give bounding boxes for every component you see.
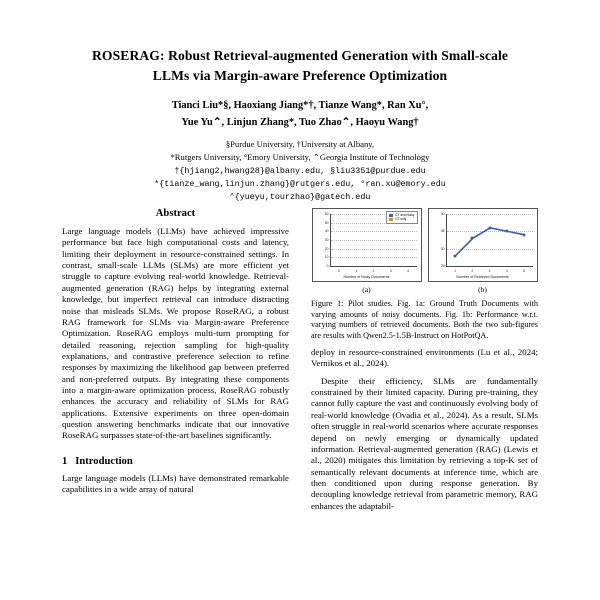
title-block [0, 0, 600, 203]
introduction-number: 1 [62, 455, 68, 467]
email-line-2: *{tianze_wang,linjun.zhang}@rutgers.edu, °ran.xu@emory.edu [154, 179, 446, 190]
abstract-heading: Abstract [155, 208, 196, 219]
abstract-text: Large language models (LLMs) have achieved impressive performance but face high computational costs and latency, limiting their deployment in resource-constrained settings. In contrast, small-scale LLMs (SLMs) are more efficient yet struggle to capture evolving real-world knowledge. Retrieval-augmented generation (RAG) helps by integrating external knowledge, but imperfect retrieval can introduce distracting noise that misleads SLMs. We propose RoseRAG, a robust RAG framework for SLMs via Margin-aware Preference Optimization. RoseRAG employs multi-turn prompting for detailed reasoning, rejection sampling for high-quality explanations, and contrastive preference selection to refine responses by maximizing the likelihood gap between preferred and non-preferred outputs. By integrating these components into a margin-aware optimization process, RoseRAG robustly enhances the accuracy and reliability of SLMs for RAG applications. Extensive experiments on three open-domain question answering benchmarks indicate that our innovative RoseRAG surpasses state-of-the-art baselines significantly. [62, 226, 289, 441]
introduction-paragraph-1: Large language models (LLMs) have demonstrated remarkable capabilities in a wide array of natural [62, 472, 289, 495]
author-line-2: Yue Yu⌃, Linjun Zhang*, Tuo Zhao⌃, Haoyu Wang† [181, 116, 419, 128]
introduction-heading [62, 456, 289, 467]
title-segment-1: R [92, 48, 102, 63]
email-list [62, 165, 538, 203]
affiliation-line-2: *Rutgers University, °Emory University, ⌃Georgia Institute of Technology [170, 151, 430, 162]
page-title [62, 46, 538, 85]
author-line-1: Tianci Liu*§, Haoxiang Jiang*†, Tianze Wang*, Ran Xu°, [171, 100, 429, 112]
chart-b-axes: 25 30 35 40 1 2 3 4 5 [446, 214, 533, 267]
affiliation-list [62, 138, 538, 164]
title-line-2: LLMs via Margin-aware Preference Optimization [152, 67, 448, 83]
title-segment-smallcaps: OSE [101, 48, 130, 63]
chart-a-xlabel: Number of Noisy Documents [343, 275, 390, 279]
email-line-3: ⌃{yueyu,tourzhao}@gatech.edu [229, 191, 371, 202]
subfigure-a [312, 208, 422, 294]
title-segment-2: RAG: Robust Retrieval-augmented Generation with Small-scale [129, 48, 508, 63]
chart-a-legend: GT and Noisy GT only [386, 211, 417, 224]
two-column-body [62, 208, 538, 600]
figure-caption: Figure 1: Pilot studies. Fig. 1a: Ground Truth Documents with varying amounts of noisy documents. Fig. 1b: Performance w.r.t. varying numbers of retrieved documents. Both the two sub-figures are results with Qwen2.5-1.5B-Instruct on HotPotQA. [311, 299, 538, 340]
chart-b [428, 208, 538, 282]
email-line-1: †{hjiang2,hwang28}@albany.edu, §liu3351@purdue.edu [174, 166, 426, 177]
figure-1 [311, 208, 538, 341]
right-column [311, 208, 538, 600]
chart-b-line [447, 214, 533, 266]
right-paragraph-2: Despite their efficiency, SLMs are fundamentally constrained by their limited capacity. During pre-training, they cannot fully capture the vast and continuously evolving body of real-world knowledge (Ovadia et al., 2024). As a result, SLMs often struggle in real-world scenarios where accurate responses depend on newly emerging or dynamically updated information. Retrieval-augmented generation (RAG) (Lewis et al., 2020) mitigates this limitation by retrieving a top-K set of semantically relevant documents at inference time, which are then conditioned upon during response generation. By decoupling knowledge retrieval from parametric memory, RAG enhances the adaptabil- [311, 375, 538, 511]
chart-a-axes: 0 10 20 30 40 50 60 0 1 2 3 4 [330, 214, 417, 267]
figure-subplots-row [311, 208, 538, 294]
chart-a [312, 208, 422, 282]
subfigure-b [428, 208, 538, 294]
introduction-label: Introduction [75, 455, 133, 467]
subfigure-a-caption: (a) [362, 285, 371, 294]
author-list [62, 98, 538, 130]
affiliation-line-1: §Purdue University, †University at Albany, [225, 138, 375, 149]
left-column [62, 208, 289, 600]
subfigure-b-caption: (b) [478, 285, 487, 294]
chart-b-xlabel: Number of Retrieved Documents [456, 275, 509, 279]
right-paragraph-1: deploy in resource-constrained environments (Lu et al., 2024; Vernikos et al., 2024). [311, 347, 538, 369]
